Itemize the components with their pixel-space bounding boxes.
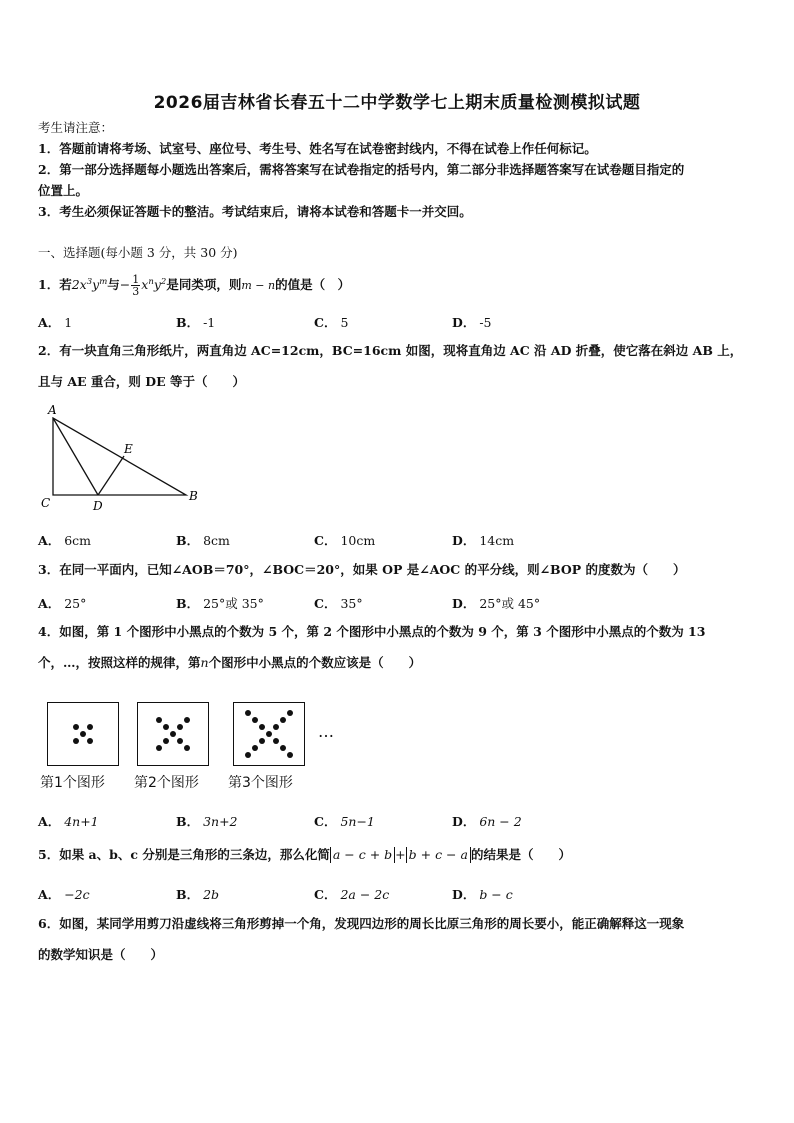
question-4-line-1: 4．如图，第 1 个图形中小黑点的个数为 5 个，第 2 个图形中小黑点的个数为 9 个，第 3 个图形中小黑点的个数为 13	[38, 624, 706, 639]
q1-pre: 若	[59, 277, 72, 292]
pattern-1-dots	[48, 703, 118, 765]
q5-option-c: C． 2a − 2c	[314, 887, 390, 902]
fold-line-ad	[53, 418, 98, 495]
q3-option-a: A． 25°	[38, 596, 87, 611]
q2-option-c: C． 10cm	[314, 533, 376, 548]
q1-expr: m − n	[241, 279, 276, 292]
notice-item-2: 2．第一部分选择题每小题选出答案后，需将答案写在试卷指定的括号内，第二部分非选择题答案写在试卷题目指定的	[38, 162, 685, 177]
q1-mid: 与	[107, 277, 120, 292]
q2-option-a: A． 6cm	[38, 533, 91, 548]
q5-option-b: B． 2b	[176, 887, 220, 902]
q1-option-d: D． -5	[452, 315, 492, 330]
pattern-figure-1	[47, 702, 119, 766]
question-2-line-1: 2．有一块直角三角形纸片，两直角边 AC=12cm，BC=16cm 如图，现将直角边 AC 沿 AD 折叠，使它落在斜边 AB 上，	[38, 343, 743, 358]
question-3: 3．在同一平面内，已知∠AOB＝70°，∠BOC＝20°，如果 OP 是∠AOC 的平分线，则∠BOP 的度数为（ ）	[38, 562, 686, 577]
question-1	[38, 274, 350, 297]
pattern-figure-3	[233, 702, 305, 766]
q3-option-b: B． 25°或 35°	[176, 596, 264, 611]
q1-number: 1．	[38, 277, 60, 292]
q2-option-b: B． 8cm	[176, 533, 230, 548]
q1-option-b: B． -1	[176, 315, 216, 330]
label-c: C	[41, 496, 51, 510]
label-a: A	[48, 403, 57, 417]
q1-term2: $x^ny^2$	[141, 277, 167, 292]
pattern-figure-2	[137, 702, 209, 766]
segment-de	[98, 456, 124, 495]
question-6-line-2: 的数学知识是（ ）	[38, 947, 164, 962]
notice-item-1: 1．答题前请将考场、试室号、座位号、考生号、姓名写在试卷密封线内，不得在试卷上作任何标记。	[38, 141, 597, 156]
q5-abs-1: a − c + b	[330, 847, 395, 863]
q1-option-c: C． 5	[314, 315, 349, 330]
section-heading: 一、选择题(每小题 3 分，共 30 分)	[38, 245, 238, 260]
notice-item-2-cont: 位置上。	[38, 183, 89, 198]
notice-item-3: 3．考生必须保证答题卡的整洁。考试结束后，请将本试卷和答题卡一并交回。	[38, 204, 472, 219]
label-d: D	[93, 499, 103, 513]
q1-fraction: $\frac{1}{3}$	[132, 273, 140, 298]
pattern-label-3: 第3个图形	[228, 775, 293, 791]
pattern-label-1: 第1个图形	[40, 775, 105, 791]
pattern-2-dots	[138, 703, 208, 765]
q1-option-a: A． 1	[38, 315, 73, 330]
pattern-3-dots	[234, 703, 304, 765]
q3-option-c: C． 35°	[314, 596, 363, 611]
q4-option-d: D． 6n − 2	[452, 814, 522, 829]
q5-option-a: A． −2c	[38, 887, 90, 902]
pattern-ellipsis: …	[318, 722, 334, 741]
q4-option-a: A． 4n+1	[38, 814, 99, 829]
q5-abs-2: b + c − a	[406, 847, 471, 863]
pattern-label-2: 第2个图形	[134, 775, 199, 791]
q3-option-d: D． 25°或 45°	[452, 596, 541, 611]
question-2-line-2: 且与 AE 重合，则 DE 等于（ ）	[38, 374, 246, 389]
q5-option-d: D． b − c	[452, 887, 513, 902]
q2-option-d: D． 14cm	[452, 533, 515, 548]
question-6-line-1: 6．如图，某同学用剪刀沿虚线将三角形剪掉一个角，发现四边形的周长比原三角形的周长要小，能正确解释这一现象	[38, 916, 685, 931]
page-title: 2026届吉林省长春五十二中学数学七上期末质量检测模拟试题	[153, 93, 641, 113]
q4-option-b: B． 3n+2	[176, 814, 238, 829]
label-b: B	[189, 489, 198, 503]
q1-post: 是同类项，则	[166, 277, 242, 292]
question-5: 5．如果 a、b、c 分别是三角形的三条边，那么化简 a − c + b + b + c − a 的结果是（ ）	[38, 847, 571, 862]
label-e: E	[124, 442, 133, 456]
notice-heading: 考生请注意：	[38, 120, 114, 135]
triangle-abc	[53, 418, 186, 495]
q1-term1: $2x^3y^m$	[71, 277, 108, 292]
q1-neg: −	[119, 277, 131, 292]
q1-end: 的值是（ ）	[275, 277, 351, 292]
question-4-line-2: 个，…，按照这样的规律，第n个图形中小黑点的个数应该是（ ）	[38, 655, 422, 670]
q2-triangle-figure	[36, 400, 216, 515]
q4-option-c: C． 5n−1	[314, 814, 375, 829]
